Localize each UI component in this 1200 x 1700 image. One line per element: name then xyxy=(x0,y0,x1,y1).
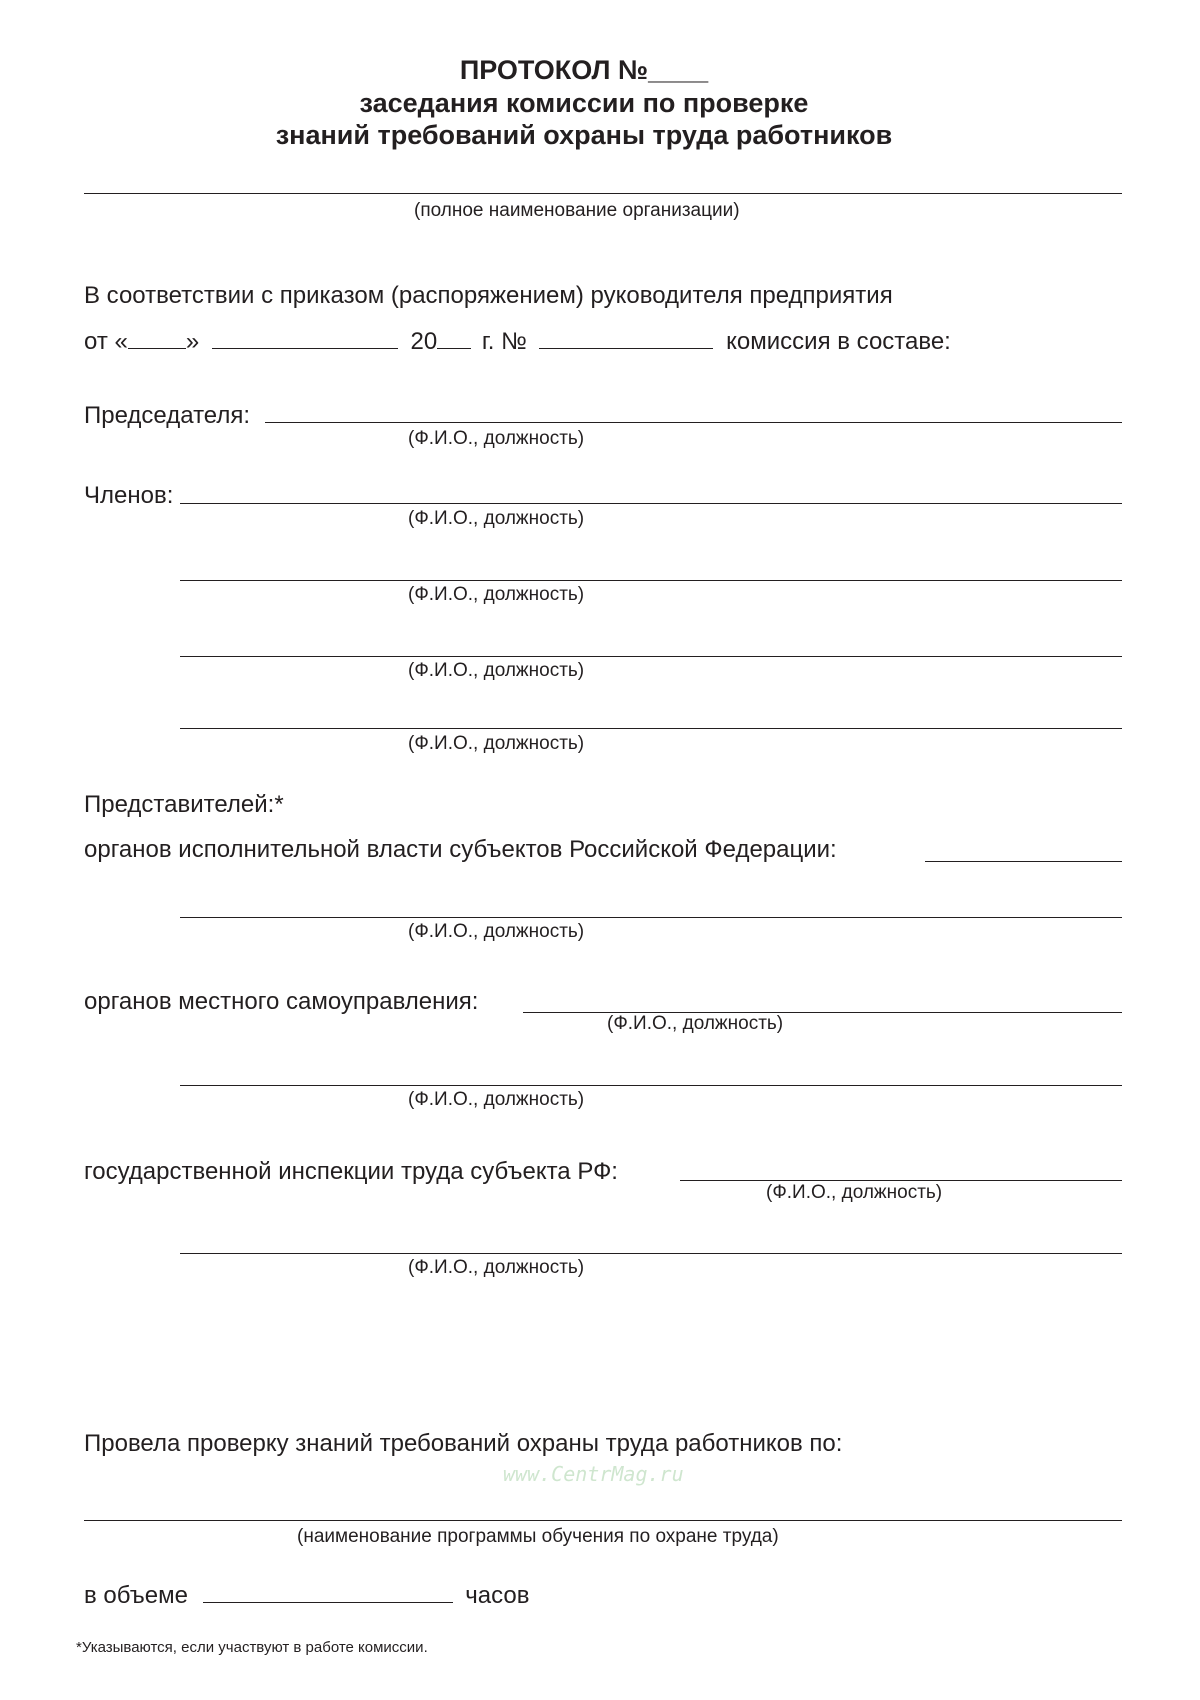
program-line: Провела проверку знаний требований охраны труда работников по: xyxy=(84,1430,843,1457)
volume-hours-field[interactable] xyxy=(203,1582,453,1603)
order-month-field[interactable] xyxy=(212,328,398,349)
footnote: *Указываются, если участвуют в работе комиссии. xyxy=(76,1639,428,1656)
volume-prefix: в объеме xyxy=(84,1582,188,1609)
member-1-caption: (Ф.И.О., должность) xyxy=(408,508,585,529)
order-quote-close: » xyxy=(185,328,200,355)
labor-inspection-field-1[interactable] xyxy=(680,1180,1122,1181)
order-year-field[interactable] xyxy=(437,328,471,349)
representatives-label: Представителей:* xyxy=(84,791,284,818)
order-line-2 xyxy=(84,328,951,356)
local-government-caption-2: (Ф.И.О., должность) xyxy=(408,1089,585,1110)
member-4-caption: (Ф.И.О., должность) xyxy=(408,733,585,754)
volume-suffix: часов xyxy=(465,1582,530,1609)
labor-inspection-label: государственной инспекции труда субъекта РФ: xyxy=(84,1158,618,1185)
volume-line xyxy=(84,1582,529,1610)
member-3-caption: (Ф.И.О., должность) xyxy=(408,660,585,681)
commission-composition-label: комиссия в составе: xyxy=(726,328,951,355)
member-2-caption: (Ф.И.О., должность) xyxy=(408,584,585,605)
local-government-label: органов местного самоуправления: xyxy=(84,988,479,1015)
chair-field[interactable] xyxy=(265,422,1122,423)
executive-authority-field-1[interactable] xyxy=(925,861,1122,862)
organization-name-field[interactable] xyxy=(84,193,1122,194)
chair-caption: (Ф.И.О., должность) xyxy=(408,428,585,449)
program-caption: (наименование программы обучения по охране труда) xyxy=(297,1526,779,1547)
watermark: www.CentrMag.ru xyxy=(503,1462,684,1486)
organization-caption: (полное наименование организации) xyxy=(414,200,740,221)
document-subtitle-line2: знаний требований охраны труда работников xyxy=(275,120,893,150)
order-year-prefix: 20 xyxy=(410,328,438,355)
labor-inspection-caption-2: (Ф.И.О., должность) xyxy=(408,1257,585,1278)
member-2-field[interactable] xyxy=(180,580,1122,581)
member-4-field[interactable] xyxy=(180,728,1122,729)
executive-authority-label: органов исполнительной власти субъектов Российской Федерации: xyxy=(84,836,837,863)
order-number-label: г. № xyxy=(481,328,527,355)
chair-label: Председателя: xyxy=(84,402,251,429)
executive-authority-field-2[interactable] xyxy=(180,917,1122,918)
local-government-field-2[interactable] xyxy=(180,1085,1122,1086)
labor-inspection-caption-1: (Ф.И.О., должность) xyxy=(766,1182,943,1203)
document-subtitle-line1: заседания комиссии по проверке xyxy=(359,88,809,118)
labor-inspection-field-2[interactable] xyxy=(180,1253,1122,1254)
local-government-caption-1: (Ф.И.О., должность) xyxy=(607,1013,784,1034)
order-date-prefix: от « xyxy=(84,328,128,355)
executive-authority-caption: (Ф.И.О., должность) xyxy=(408,921,585,942)
order-day-field[interactable] xyxy=(128,328,186,349)
document-title: ПРОТОКОЛ №____ xyxy=(459,55,709,85)
members-label: Членов: xyxy=(84,482,174,509)
member-3-field[interactable] xyxy=(180,656,1122,657)
member-1-field[interactable] xyxy=(180,503,1122,504)
program-name-field[interactable] xyxy=(84,1520,1122,1521)
order-number-field[interactable] xyxy=(539,328,713,349)
order-line-1: В соответствии с приказом (распоряжением) руководителя предприятия xyxy=(84,282,893,309)
